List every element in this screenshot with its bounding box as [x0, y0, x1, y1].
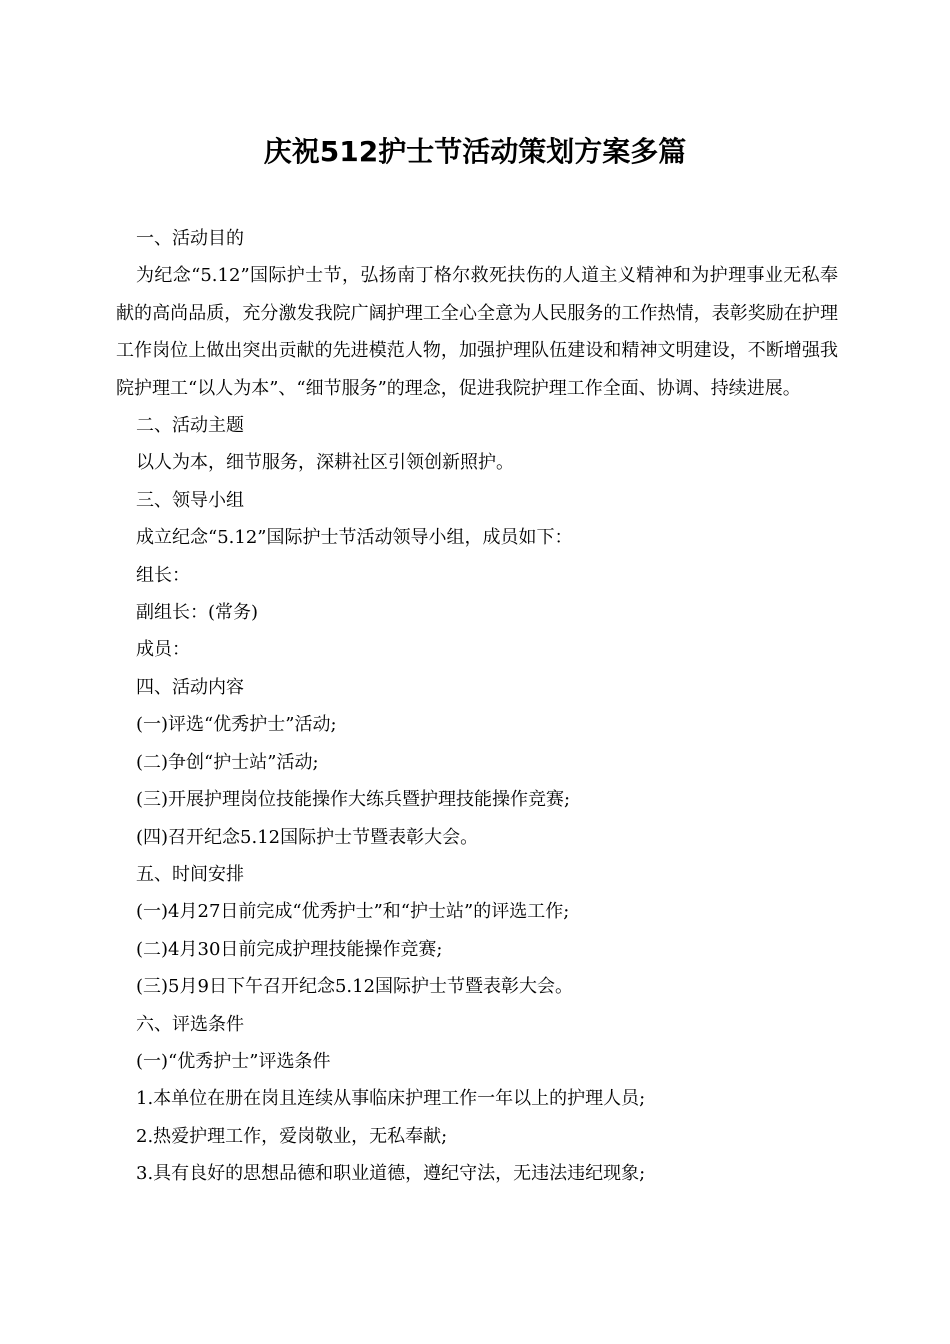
content-item: (三)开展护理岗位技能操作大练兵暨护理技能操作竞赛; — [136, 789, 571, 811]
criteria-subheading: (一)“优秀护士”评选条件 — [136, 1050, 331, 1072]
criteria-item: 1.本单位在册在岗且连续从事临床护理工作一年以上的护理人员; — [136, 1088, 646, 1110]
schedule-item: (一)4月27日前完成“优秀护士”和“护士站”的评选工作; — [136, 901, 570, 923]
leadership-leader: 组长： — [136, 564, 190, 586]
criteria-item: 2.热爱护理工作，爱岗敬业，无私奉献; — [136, 1125, 448, 1147]
purpose-paragraph: 为纪念“5.12”国际护士节，弘扬南丁格尔救死扶伤的人道主义精神和为护理事业无私奉献的高尚品质，充分激发我院广阔护理工全心全意为人民服务的工作热情，表彰奖励在护理工作岗位上做出突出贡献的先进模范人物，加强护理队伍建设和精神文明建设，不断增强我院护理工“以人为本”、“细节服务”的理念，促进我院护理工作全面、协调、持续进展。 — [116, 265, 838, 399]
section-heading-theme: 二、活动主题 — [136, 415, 244, 437]
criteria-item: 3.具有良好的思想品德和职业道德，遵纪守法，无违法违纪现象; — [136, 1163, 646, 1185]
section-heading-criteria: 六、评选条件 — [136, 1013, 244, 1035]
leadership-intro: 成立纪念“5.12”国际护士节活动领导小组，成员如下： — [136, 527, 573, 549]
schedule-item: (三)5月9日下午召开纪念5.12国际护士节暨表彰大会。 — [136, 976, 574, 998]
schedule-item: (二)4月30日前完成护理技能操作竞赛; — [136, 938, 443, 960]
document-title: 庆祝512护士节活动策划方案多篇 — [263, 135, 687, 168]
section-heading-content: 四、活动内容 — [136, 676, 244, 698]
section-heading-purpose: 一、活动目的 — [136, 228, 244, 249]
content-item: (二)争创“护士站”活动; — [136, 751, 319, 773]
section-heading-schedule: 五、时间安排 — [136, 863, 244, 885]
leadership-deputy: 副组长：(常务) — [136, 602, 259, 624]
content-item: (一)评选“优秀护士”活动; — [136, 714, 337, 736]
section-heading-leadership: 三、领导小组 — [136, 489, 244, 511]
theme-text: 以人为本，细节服务，深耕社区引领创新照护。 — [136, 452, 514, 474]
document-body — [116, 220, 838, 1193]
leadership-members: 成员： — [136, 639, 190, 661]
content-item: (四)召开纪念5.12国际护士节暨表彰大会。 — [136, 826, 479, 848]
